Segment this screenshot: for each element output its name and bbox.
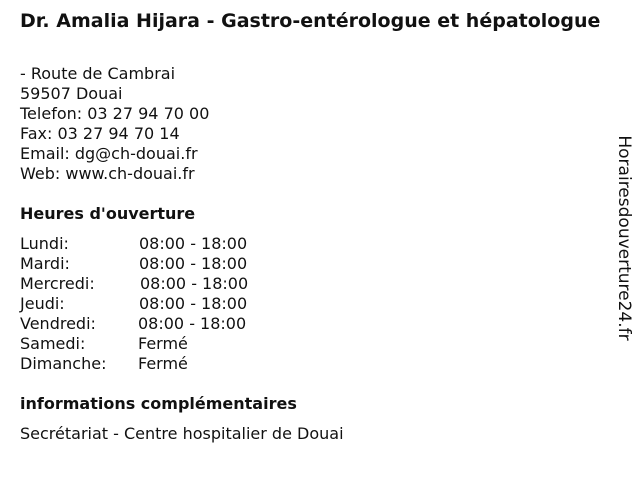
address-city: 59507 Douai [20, 84, 123, 103]
address-street: - Route de Cambrai [20, 64, 176, 83]
day-label: Dimanche: [20, 354, 107, 373]
day-label: Jeudi: [20, 294, 65, 313]
hours-value: 08:00 - 18:00 [139, 234, 248, 253]
hours-heading: Heures d'ouverture [20, 204, 196, 223]
page-title: Dr. Amalia Hijara - Gastro-entérologue et hépatologue [20, 10, 601, 32]
info-text: Secrétariat - Centre hospitalier de Douai [20, 424, 344, 443]
hours-value: 08:00 - 18:00 [139, 294, 248, 313]
hours-value: 08:00 - 18:00 [140, 274, 249, 293]
hours-value: 08:00 - 18:00 [138, 314, 247, 333]
email-line: Email: dg@ch-douai.fr [20, 144, 198, 163]
phone-line: Telefon: 03 27 94 70 00 [20, 104, 210, 123]
hours-value: 08:00 - 18:00 [139, 254, 248, 273]
day-label: Samedi: [20, 334, 86, 353]
web-line: Web: www.ch-douai.fr [20, 164, 195, 183]
site-watermark: Horairesdouverture24.fr [614, 135, 634, 341]
day-label: Mardi: [20, 254, 70, 273]
day-label: Vendredi: [20, 314, 96, 333]
day-label: Lundi: [20, 234, 69, 253]
day-label: Mercredi: [20, 274, 95, 293]
contact-block [20, 64, 209, 184]
fax-line: Fax: 03 27 94 70 14 [20, 124, 180, 143]
hours-value: Fermé [138, 334, 188, 353]
info-heading: informations complémentaires [20, 394, 297, 413]
hours-value: Fermé [138, 354, 188, 373]
